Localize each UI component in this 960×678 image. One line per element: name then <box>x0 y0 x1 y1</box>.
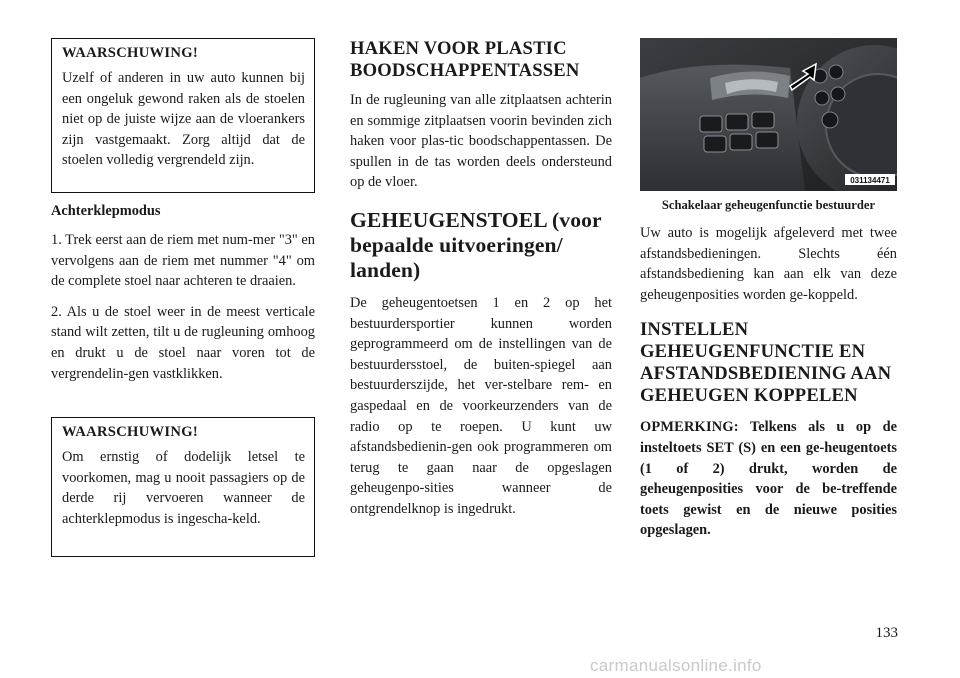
step-1-text: 1. Trek eerst aan de riem met num-mer "3" en vervolgens aan de riem met nummer "4" om de complete stoel naar achteren te draaien. <box>51 232 315 290</box>
note-text: Telkens als u op de insteltoets SET (S) en een ge-heugentoets (1 of 2) drukt, worden de geheugenposities voor de be-treffende toets gewist en de nieuwe posities opgeslagen. <box>640 419 897 539</box>
warning-text: Uzelf of anderen in uw auto kunnen bij een ongeluk gewond raken als de stoelen niet op de juiste wijze aan de vloerankers zijn vastgemaakt. Zorg altijd dat de stoelen volledig vergrendeld zijn. <box>62 70 305 169</box>
note-paragraph <box>640 417 897 541</box>
door-panel-illustration <box>640 38 897 191</box>
subheading-tailgate-mode: Achterklepmodus <box>51 203 161 219</box>
warning-title: WAARSCHUWING! <box>62 424 199 441</box>
note-label: OPMERKING: <box>640 419 739 436</box>
warning-box-seat-anchors <box>51 38 315 193</box>
warning-title: WAARSCHUWING! <box>62 45 199 61</box>
column-left <box>51 38 315 557</box>
image-caption: Schakelaar geheugenfunctie bestuurder <box>661 198 876 212</box>
heading-grocery-hooks: HAKEN VOOR PLASTIC BOODSCHAPPENTASSEN <box>350 38 580 81</box>
column-right <box>640 38 897 541</box>
image-code: 031134471 <box>850 176 890 185</box>
heading-set-memory: INSTELLEN GEHEUGENFUNCTIE EN AFSTANDSBEDIENING AAN GEHEUGEN KOPPELEN <box>640 319 892 407</box>
page-number: 133 <box>875 625 898 641</box>
heading-memory-seat: GEHEUGENSTOEL (voor bepaalde uitvoeringen/ landen) <box>350 207 602 282</box>
column-middle <box>350 38 612 530</box>
memory-seat-text: De geheugentoetsen 1 en 2 op het bestuurdersportier kunnen worden geprogrammeerd om de instellingen van de bestuurdersstoel, de buiten-spiegel aan bestuurderszijde, het ver-stelbare rem- en gaspedaal en de voorkeurzenders van de radio op te roepen. U kunt uw afstandsbedienin-gen ook programmeren om terug te gaan naar de opgeslagen geheugenpo-sities wanneer de ontgrendelknop is ingedrukt. <box>350 294 612 517</box>
memory-switch-photo <box>640 38 897 191</box>
remote-pairing-text: Uw auto is mogelijk afgeleverd met twee afstandsbedieningen. Slechts één afstandsbediening kan aan elk van deze geheugenposities worden ge-koppeld. <box>640 225 897 303</box>
warning-box-third-row <box>51 417 315 557</box>
grocery-hooks-text: In de rugleuning van alle zitplaatsen achterin en sommige zitplaatsen voorin bevinden zich haken voor plas-tic boodschappentassen. De spullen in de tas worden deels ondersteund op de vloer. <box>350 92 612 191</box>
warning-text: Om ernstig of dodelijk letsel te voorkomen, mag u nooit passagiers op de derde rij vervoeren wanneer de achterklepmodus is ingescha-keld. <box>62 449 305 527</box>
watermark: carmanualsonline.info <box>590 656 762 675</box>
step-2-text: 2. Als u de stoel weer in de meest verticale stand wilt zetten, tilt u de rugleuning omhoog en drukt u de stoel naar voren tot de vergrendelin-gen vastklikken. <box>51 303 315 382</box>
